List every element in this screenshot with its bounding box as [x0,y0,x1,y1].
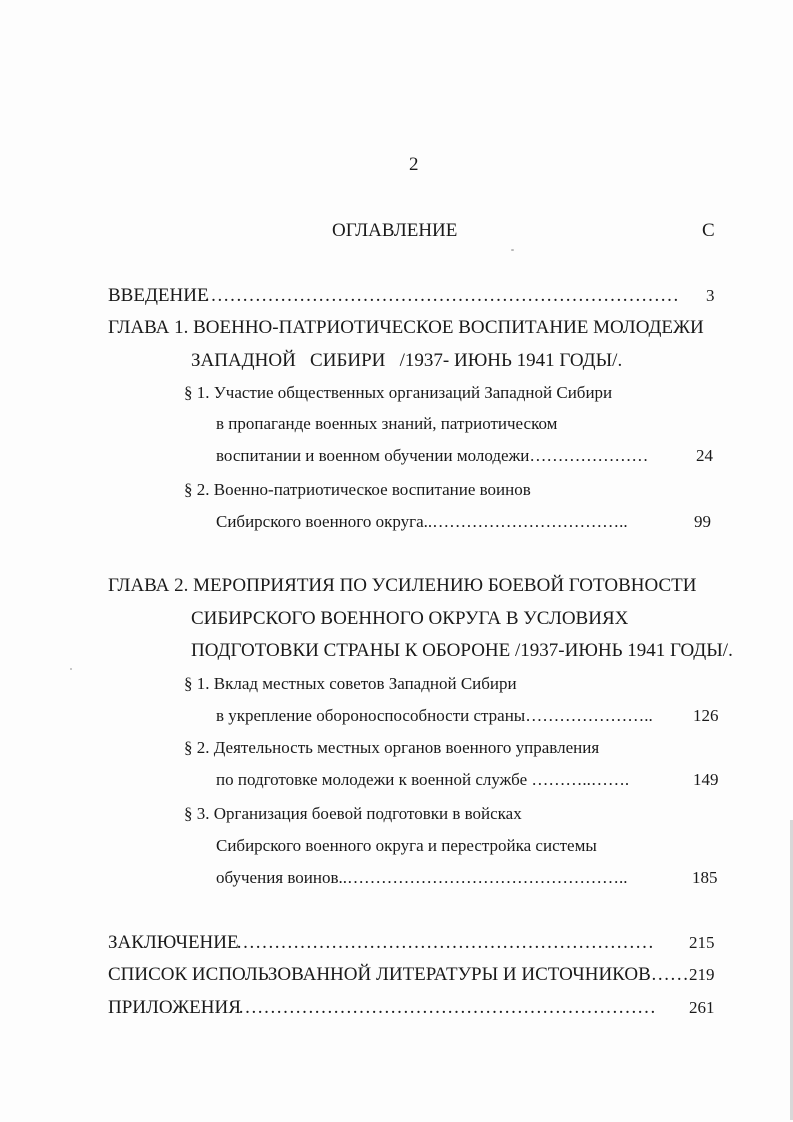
chapter-title-line: СИБИРСКОГО ВОЕННОГО ОКРУГА В УСЛОВИЯХ [191,608,629,629]
page-column-label: С [702,220,715,241]
section-title-line: § 1. Участие общественных организаций Западной Сибири [184,383,613,402]
entry-label: СПИСОК ИСПОЛЬЗОВАННОЙ ЛИТЕРАТУРЫ И ИСТОЧНИКОВ…… [108,964,689,985]
scan-speck [511,249,514,251]
entry-label: ЗАКЛЮЧЕНИЕ [108,932,239,953]
entry-page: 215 [689,933,715,952]
entry-page: 219 [689,965,715,984]
chapter-title-line: ЗАПАДНОЙ СИБИРИ /1937- ИЮНЬ 1941 ГОДЫ/. [191,350,623,371]
scan-speck [70,668,72,670]
section-title-line: Сибирского военного округа..…………………………….. [216,512,628,531]
entry-page: 126 [693,706,719,725]
section-title-line: § 1. Вклад местных советов Западной Сибири [184,674,517,693]
page-number: 2 [409,154,419,175]
section-title-line: обучения воинов..………………………………………….. [216,868,628,887]
dot-leader: ………………………………………………………………… [204,286,679,305]
toc-title: ОГЛАВЛЕНИЕ [332,220,458,241]
section-title-line: воспитании и военном обучении молодежи………………… [216,446,649,465]
entry-page: 3 [706,286,715,305]
entry-page: 185 [692,868,718,887]
section-title-line: § 2. Деятельность местных органов военного управления [184,738,600,757]
chapter-title-line: ГЛАВА 2. МЕРОПРИЯТИЯ ПО УСИЛЕНИЮ БОЕВОЙ ГОТОВНОСТИ [108,575,697,596]
chapter-title-line: ПОДГОТОВКИ СТРАНЫ К ОБОРОНЕ /1937-ИЮНЬ 1941 ГОДЫ/. [191,640,733,661]
section-title-line: в укрепление обороноспособности страны………………….. [216,706,653,725]
section-title-line: § 2. Военно-патриотическое воспитание воинов [184,480,531,499]
entry-label: ПРИЛОЖЕНИЯ [108,997,241,1018]
entry-page: 24 [696,446,713,465]
section-title-line: в пропаганде военных знаний, патриотическом [216,414,558,433]
dot-leader: ………………………………………………………… [238,998,656,1017]
section-title-line: § 3. Организация боевой подготовки в войсках [184,804,522,823]
entry-label: ВВЕДЕНИЕ [108,285,209,306]
section-title-line: по подготовке молодежи к военной службе ………..……. [216,770,630,789]
dot-leader: ………………………………………………………… [236,933,654,952]
entry-page: 99 [694,512,711,531]
entry-page: 149 [693,770,719,789]
entry-page: 261 [689,998,715,1017]
section-title-line: Сибирского военного округа и перестройка системы [216,836,597,855]
chapter-title-line: ГЛАВА 1. ВОЕННО-ПАТРИОТИЧЕСКОЕ ВОСПИТАНИЕ МОЛОДЕЖИ [108,317,704,338]
